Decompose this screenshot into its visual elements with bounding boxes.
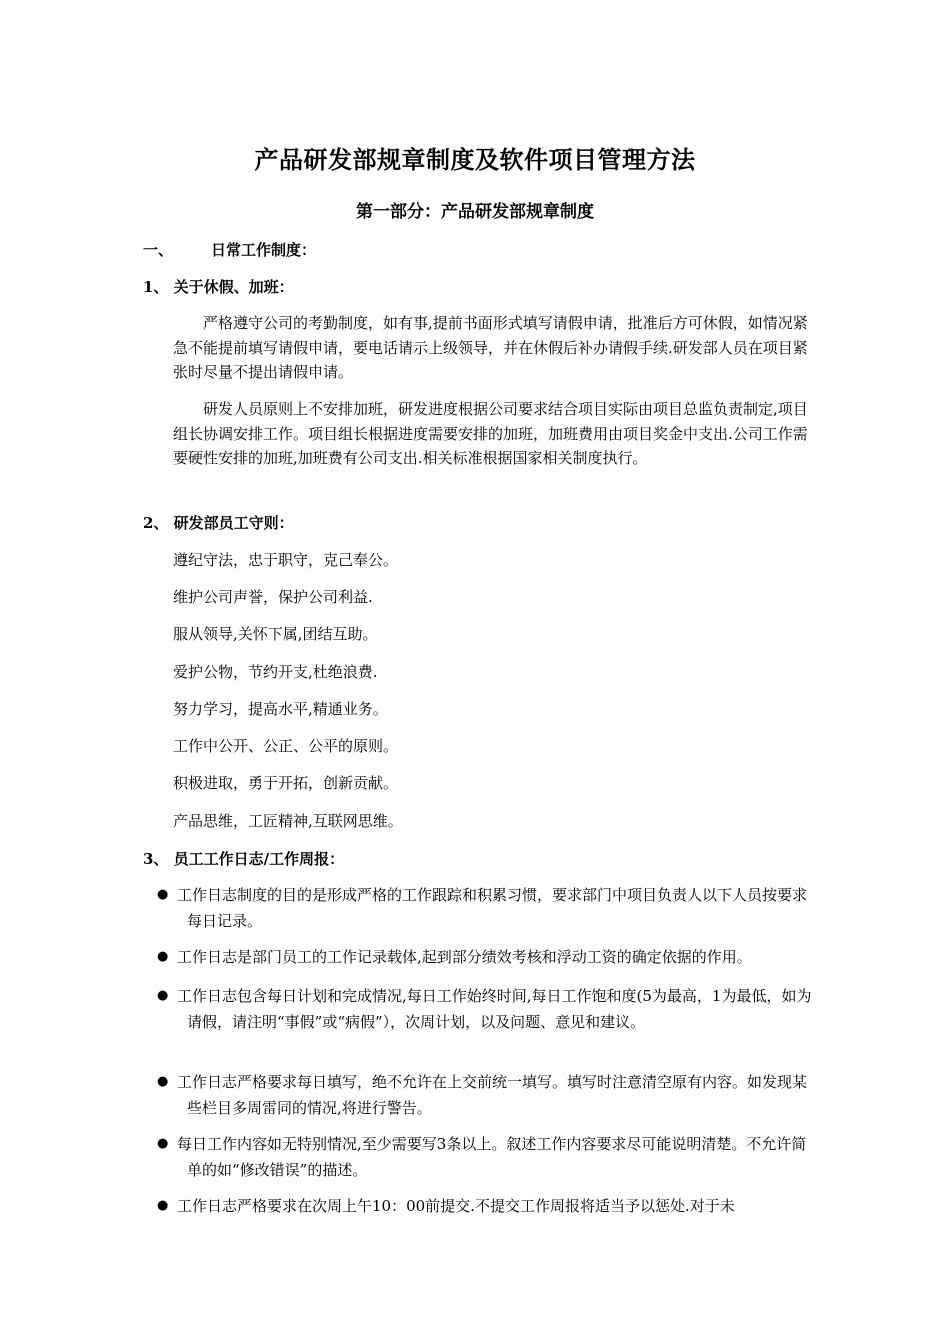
subsection-heading-code-of-conduct: 2、 研发部员工守则： [143, 514, 294, 532]
list-item: 爱护公物，节约开支,杜绝浪费. [173, 663, 378, 681]
paragraph-overtime: 研发人员原则上不安排加班，研发进度根据公司要求结合项目实际由项目总监负责制定,项目组长协调安排工作。项目组长根据进度需要安排的加班，加班费用由项目奖金中支出.公司工作需要硬性安排的加班,加班费有公司支出.相关标准根据国家相关制度执行。 [173, 400, 808, 467]
bullet-text: 工作日志制度的目的是形成严格的工作跟踪和积累习惯，要求部门中项目负责人以下人员按要求每日记录。 [177, 886, 808, 930]
part-title: 第一部分：产品研发部规章制度 [356, 202, 594, 222]
subsection-heading-leave-overtime: 1、 关于休假、加班： [143, 278, 294, 296]
bullet-text: 工作日志是部门员工的工作记录载体,起到部分绩效考核和浮动工资的确定依据的作用。 [177, 948, 752, 966]
bullet-icon: ● [157, 887, 169, 902]
bullet-icon: ● [157, 949, 169, 964]
list-item: 遵纪守法，忠于职守，克己奉公。 [173, 551, 399, 569]
bullet-item [157, 1131, 821, 1183]
bullet-text: 工作日志包含每日计划和完成情况,每日工作始终时间,每日工作饱和度(5为最高，1为最低，如为请假，请注明“事假”或“病假”），次周计划，以及问题、意见和建议。 [177, 987, 812, 1031]
bullet-icon: ● [157, 988, 169, 1003]
bullet-icon: ● [157, 1074, 169, 1089]
section-number: 一、 [143, 241, 174, 259]
bullet-item [157, 882, 821, 934]
bullet-text: 工作日志严格要求每日填写，绝不允许在上交前统一填写。填写时注意清空原有内容。如发现某些栏目多周雷同的情况,将进行警告。 [177, 1073, 808, 1117]
section-heading: 日常工作制度： [211, 241, 317, 259]
bullet-icon: ● [157, 1136, 169, 1151]
bullet-text: 每日工作内容如无特别情况,至少需要写3条以上。叙述工作内容要求尽可能说明清楚。不允许简单的如“修改错误”的描述。 [177, 1135, 807, 1179]
list-item: 维护公司声誉，保护公司利益. [173, 588, 373, 606]
bullet-item [157, 1069, 821, 1121]
bullet-icon: ● [157, 1198, 169, 1213]
paragraph-leave: 严格遵守公司的考勤制度，如有事,提前书面形式填写请假申请，批准后方可休假，如情况紧急不能提前填写请假申请，要电话请示上级领导，并在休假后补办请假手续.研发部人员在项目紧张时尽量不提出请假申请。 [173, 314, 808, 381]
bullet-text: 工作日志严格要求在次周上午10：00前提交.不提交工作周报将适当予以惩处.对于未 [177, 1197, 735, 1215]
list-item: 积极进取，勇于开拓，创新贡献。 [173, 774, 399, 792]
list-item: 服从领导,关怀下属,团结互助。 [173, 625, 378, 643]
bullet-item [157, 944, 821, 970]
list-item: 工作中公开、公正、公平的原则。 [173, 737, 399, 755]
bullet-item [157, 1193, 821, 1219]
bullet-item [157, 983, 821, 1035]
subsection-heading-work-log: 3、 员工工作日志/工作周报： [143, 850, 345, 868]
list-item: 产品思维，工匠精神,互联网思维。 [173, 812, 403, 830]
document-title: 产品研发部规章制度及软件项目管理方法 [254, 145, 696, 174]
list-item: 努力学习，提高水平,精通业务。 [173, 700, 388, 718]
